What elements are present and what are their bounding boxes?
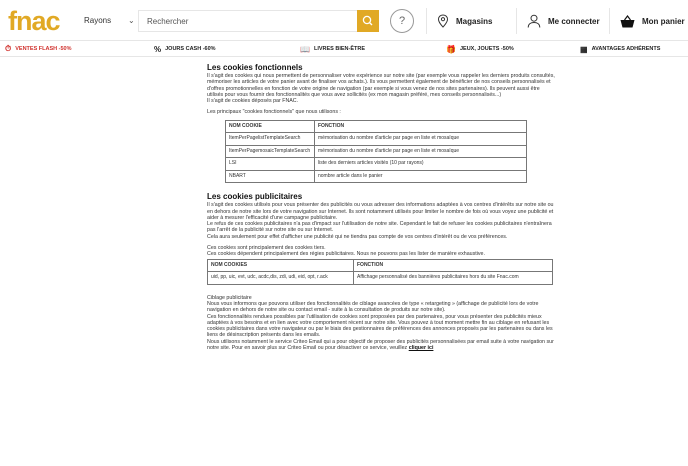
ciblage-p3 (207, 339, 557, 352)
site-header (0, 0, 688, 41)
login-label: Me connecter (548, 16, 600, 26)
promo-members[interactable] (580, 41, 660, 57)
advertising-p4: Ces cookies sont principalement des cookies tiers. (207, 245, 326, 252)
criteo-optout-link[interactable]: cliquer ici (408, 345, 434, 352)
advertising-cookies-table (207, 259, 553, 285)
table-row (226, 145, 527, 158)
promo-toys[interactable] (446, 41, 514, 57)
search-icon (357, 10, 379, 32)
section-title-advertising: Les cookies publicitaires (207, 192, 303, 202)
member-card-icon: ▦ (580, 44, 588, 54)
promo-books-label: LIVRES BIEN-ÊTRE (313, 46, 366, 52)
promo-cash-days[interactable] (154, 41, 216, 57)
functional-list-intro: Les principaux "cookies fonctionnels" que nous utilisons : (207, 109, 341, 116)
table-cell: mémorisation du nombre d'article par page en liste et mosaïque (315, 145, 527, 158)
functional-cookies-table (225, 120, 527, 184)
location-pin-icon (437, 14, 449, 28)
promo-flash-sales[interactable] (5, 41, 71, 57)
cookie-policy-content (207, 63, 557, 351)
table-header-row (226, 120, 527, 133)
login-link[interactable] (527, 8, 600, 34)
table-row (226, 133, 527, 146)
user-icon (527, 14, 541, 28)
cart-link[interactable] (620, 8, 685, 34)
chevron-down-icon: ⌄ (128, 16, 135, 25)
advertising-p5: Ces cookies dépendent principalement des régies publicitaires. Nous ne pouvons pas les lister de manière exhaustive. (207, 251, 485, 258)
table-cell: NBART (226, 170, 315, 183)
divider (609, 8, 610, 34)
ciblage-p1: Nous vous informons que pouvons utiliser des fonctionnalités de ciblage avancées de type « retargeting » (affichage de publicité lors de votre navigation en dehors de notre site ou contact email - suite à la consultation de produits sur notre site). (207, 300, 539, 314)
advertising-p3: Cela aura seulement pour effet d'afficher une publicité qui ne tiendra pas compte de vos centres d'intérêt ou de vos préférences. (207, 233, 508, 240)
table-cell: liste des derniers articles visités (10 par rayons) (315, 158, 527, 171)
stopwatch-icon: ⏱ (5, 44, 12, 53)
ciblage-title: Ciblage publicitaire (207, 294, 252, 301)
rayons-dropdown[interactable] (84, 12, 138, 30)
table-cell: Affichage personnalisé des bannières publicitaires hors du site Fnac.com (354, 272, 553, 285)
ciblage-p2: Ces fonctionnalités rendues possibles par l'utilisation de cookies sont proposées par des partenaires, pour vous présenter des publicités mieux adaptées à vos besoins et en lien avec votre comportement récent sur notre site. Vous pouvez à tout moment mettre fin au ciblage en refusant les cookies publicitaires dans votre navigateur ou par le biais des gestionnaires de préférences des annonces proposés par les partenaires ou dans les liens de désinscription présents dans les emails. (207, 313, 553, 339)
promo-flash-label: VENTES FLASH -50% (15, 46, 72, 52)
table-header: NOM COOKIE (226, 120, 315, 133)
ciblage-p3-text: Nous utilisons notamment le service Criteo Email qui a pour objectif de proposer des publicités personnalisées par email suite à votre navigation sur notre site. Pour en savoir plus sur Criteo Email ou pour désactiver ce service, veuillez (207, 338, 554, 352)
advertising-p2: Le refus de ces cookies publicitaires n'a pas d'impact sur l'utilisation de notre site. Cependant le fait de refuser les cookies publicitaires n'entraînera pas l'arrêt de la publicité sur notre site ou sur Internet. (207, 221, 552, 234)
divider (516, 8, 517, 34)
magasins-label: Magasins (456, 16, 493, 26)
table-row (226, 170, 527, 183)
table-cell: nombre article dans le panier (315, 170, 527, 183)
promo-members-label: AVANTAGES ADHÉRENTS (591, 46, 661, 52)
promo-cash-label: JOURS CASH -60% (165, 46, 216, 52)
table-cell: ItemPerPagelistTemplateSearch (226, 133, 315, 146)
basket-icon (620, 15, 635, 28)
table-header: FONCTION (354, 259, 553, 272)
table-row (208, 272, 553, 285)
gift-icon: 🎁 (446, 44, 456, 54)
section-title-functional: Les cookies fonctionnels (207, 63, 303, 72)
table-row (226, 158, 527, 171)
functional-intro: Il s'agit des cookies qui nous permettent de personnaliser votre expérience sur notre site (par exemple vous rappeler les derniers produits consultés, mémoriser les articles de votre panier avant de finaliser vos achats.). Ils vous permettent également de bénéficier de nos conseils personnalisés et d'offres promotionnelles en fonction de votre origine de navigation (par exemple si vous venez de nos sites partenaires). Ils peuvent aussi être utilisés pour vous fournir des fonctionnalités que vous avez sollicités (ex mon magasin préféré, mes conseils personnalisés...) (207, 73, 555, 98)
table-header: FONCTION (315, 120, 527, 133)
table-cell: mémorisation du nombre d'article par page en liste et mosaïque (315, 133, 527, 146)
cart-label: Mon panier (642, 16, 685, 26)
book-icon: 📖 (300, 44, 310, 54)
search-input[interactable] (138, 10, 357, 32)
advertising-p1: Il s'agit des cookies utilisés pour vous présenter des publicités ou vous adresser des informations adaptées à vos centres d'intérêts sur notre site ou en dehors de notre site lors de votre navigation sur Internet. Ils sont notamment utilisés pour limiter le nombre de fois où vous voyez une publicité et aider à mesurer l'efficacité d'une campagne publicitaire. (207, 202, 554, 221)
search-button[interactable] (357, 10, 379, 32)
promo-books[interactable] (300, 41, 365, 57)
help-icon[interactable]: ? (390, 9, 414, 33)
table-header-row (208, 259, 553, 272)
percent-icon: % (154, 44, 162, 54)
promo-bar (0, 41, 688, 57)
table-header: NOM COOKIES (208, 259, 354, 272)
fnac-logo[interactable]: fnac (8, 6, 60, 36)
rayons-label: Rayons (84, 16, 112, 25)
table-cell: uid, pp, uic, evt, udc, acdc,dis, zdi, udi, eid, opt, r.ack (208, 272, 354, 285)
table-cell: ItemPerPagemosaicTemplateSearch (226, 145, 315, 158)
magasins-link[interactable] (437, 8, 492, 34)
divider (426, 8, 427, 34)
table-cell: LSI (226, 158, 315, 171)
functional-deposited: Il s'agit de cookies déposés par FNAC. (207, 98, 299, 105)
promo-toys-label: JEUX, JOUETS -50% (459, 46, 514, 52)
